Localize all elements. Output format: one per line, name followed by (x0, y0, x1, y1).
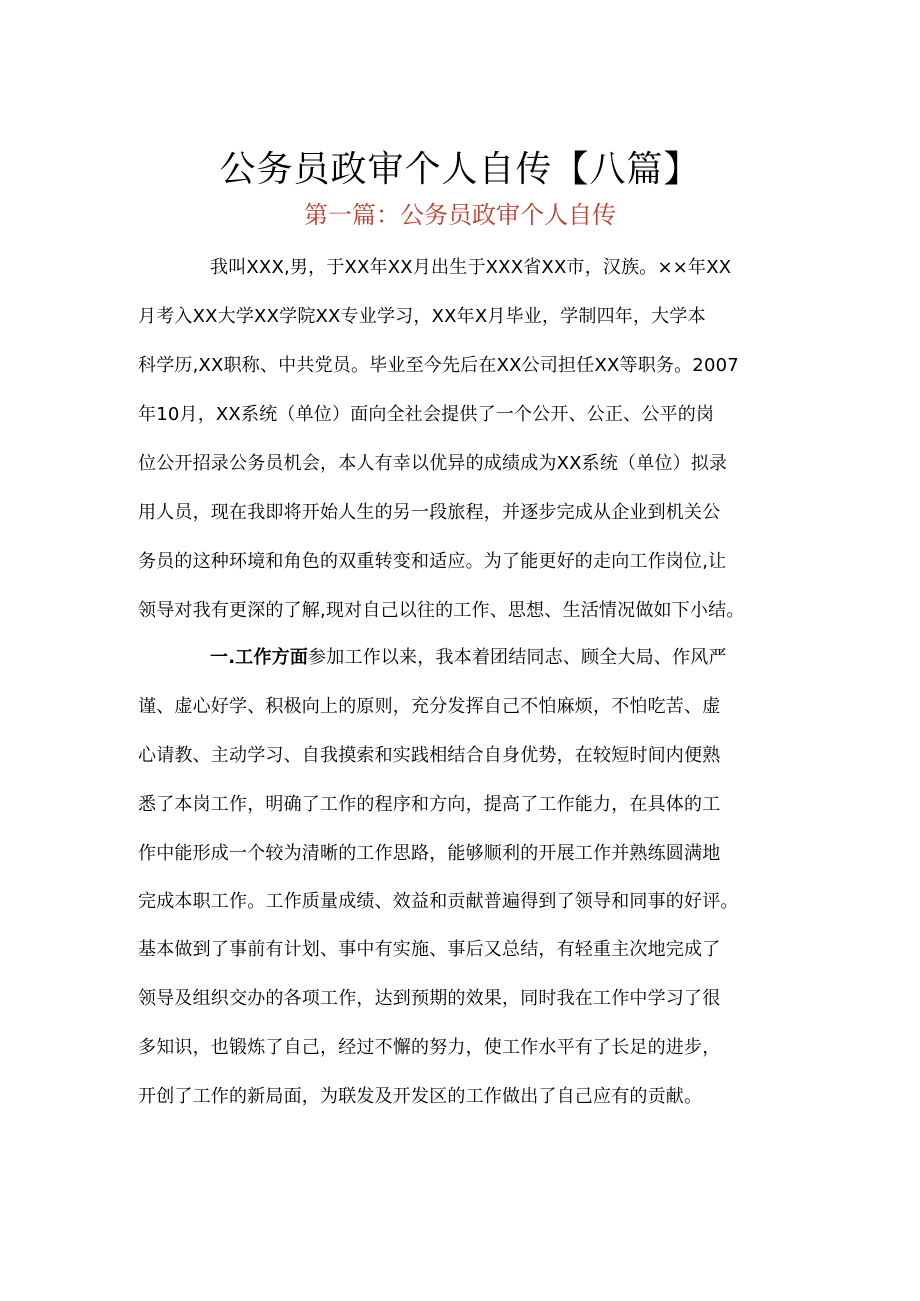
paragraph1-line-6: 用人员，现在我即将开始人生的另一段旅程，并逐步完成从企业到机关公 (138, 502, 721, 523)
section1-line-4: 悉了本岗工作，明确了工作的程序和方向，提高了工作能力，在具体的工 (138, 794, 721, 815)
paragraph1-line-8: 领导对我有更深的了解,现对自己以往的工作、思想、生活情况做如下小结。 (138, 600, 745, 621)
paragraph1-line-4: 年10月，XX系统（单位）面向全社会提供了一个公开、公正、公平的岗 (138, 404, 715, 425)
section1-line-3: 心请教、主动学习、自我摸索和实践相结合自身优势，在较短时间内便熟 (138, 745, 721, 766)
section1-line-2: 谨、虚心好学、积极向上的原则，充分发挥自己不怕麻烦，不怕吃苦、虚 (138, 696, 721, 717)
document-title: 公务员政审个人自传【八篇】 (219, 149, 701, 190)
section1-line-7: 基本做到了事前有计划、事中有实施、事后又总结，有轻重主次地完成了 (138, 939, 721, 960)
paragraph1-line-2: 月考入XX大学XX学院XX专业学习，XX年X月毕业，学制四年，大学本 (138, 306, 706, 327)
section1-first-line-text: 参加工作以来，我本着团结同志、顾全大局、作风严 (308, 647, 727, 668)
section1-line-9: 多知识，也锻炼了自己，经过不懈的努力，使工作水平有了长足的进步， (138, 1037, 721, 1058)
paragraph1-line-3: 科学历,XX职称、中共党员。毕业至今先后在XX公司担任XX等职务。2007 (138, 355, 739, 376)
paragraph1-line-5: 位公开招录公务员机会，本人有幸以优异的成绩成为XX系统（单位）拟录 (138, 453, 728, 474)
section1-first-line (210, 645, 727, 671)
section1-line-5: 作中能形成一个较为清晰的工作思路，能够顺利的开展工作并熟练圆满地 (138, 843, 721, 864)
paragraph1-line-7: 务员的这种环境和角色的双重转变和适应。为了能更好的走向工作岗位,让 (138, 551, 727, 572)
section1-line-10: 开创了工作的新局面，为联发及开发区的工作做出了自己应有的贡献。 (138, 1086, 703, 1107)
section1-line-8: 领导及组织交办的各项工作，达到预期的效果，同时我在工作中学习了很 (138, 988, 721, 1009)
section1-line-6: 完成本职工作。工作质量成绩、效益和贡献普遍得到了领导和同事的好评。 (138, 891, 739, 912)
paragraph1-line-1: 我叫XXX,男，于XX年XX月出生于XXX省XX市，汉族。××年XX (210, 257, 732, 278)
document-subtitle: 第一篇：公务员政审个人自传 (304, 201, 616, 229)
section1-heading: 一.工作方面 (210, 647, 309, 668)
